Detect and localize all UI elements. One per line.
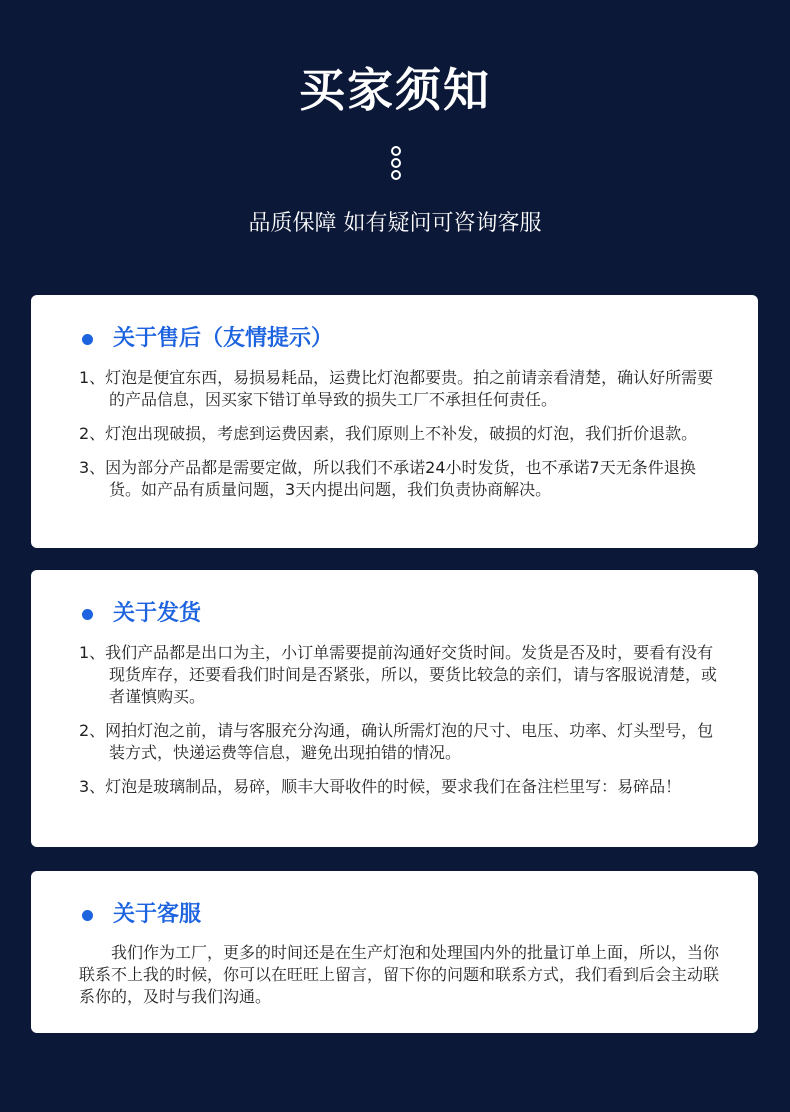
list-item: 1、灯泡是便宜东西，易损易耗品，运费比灯泡都要贵。拍之前请亲看清楚，确认好所需要的产品信息，因买家下错订单导致的损失工厂不承担任何责任。 bbox=[79, 368, 714, 409]
shipping-card bbox=[31, 570, 758, 847]
more-dots-icon bbox=[389, 146, 401, 182]
service-paragraph: 我们作为工厂，更多的时间还是在生产灯泡和处理国内外的批量订单上面，所以，当你联系不上我的时候，你可以在旺旺上留言，留下你的问题和联系方式，我们看到后会主动联系你的，及时与我们沟通。 bbox=[79, 943, 720, 1006]
page-title: 买家须知 bbox=[299, 63, 491, 117]
card-header bbox=[79, 321, 333, 357]
list-item: 1、我们产品都是出口为主，小订单需要提前沟通好交货时间。发货是否及时，要看有没有现货库存，还要看我们时间是否紧张，所以，要货比较急的亲们，请与客服说清楚，或者谨慎购买。 bbox=[79, 643, 718, 706]
after-sales-card bbox=[31, 295, 758, 548]
list-item: 3、灯泡是玻璃制品，易碎，顺丰大哥收件的时候，要求我们在备注栏里写：易碎品！ bbox=[79, 777, 682, 796]
card-title: 关于客服 bbox=[113, 902, 202, 927]
bullet-icon bbox=[82, 910, 93, 921]
list-item: 2、灯泡出现破损，考虑到运费因素，我们原则上不补发，破损的灯泡，我们折价退款。 bbox=[79, 424, 698, 443]
customer-service-card bbox=[31, 871, 758, 1033]
notice-list bbox=[79, 642, 719, 810]
card-header bbox=[79, 596, 201, 632]
card-header bbox=[79, 897, 201, 933]
list-item: 3、因为部分产品都是需要定做，所以我们不承诺24小时发货，也不承诺7天无条件退换货。如产品有质量问题，3天内提出问题，我们负责协商解决。 bbox=[79, 458, 696, 499]
card-title: 关于售后（友情提示） bbox=[113, 326, 334, 351]
bullet-icon bbox=[82, 334, 93, 345]
page-subtitle: 品质保障 如有疑问可咨询客服 bbox=[248, 211, 542, 236]
list-item: 2、网拍灯泡之前，请与客服充分沟通，确认所需灯泡的尺寸、电压、功率、灯头型号，包装方式，快递运费等信息，避免出现拍错的情况。 bbox=[79, 721, 714, 762]
notice-list bbox=[79, 367, 719, 513]
bullet-icon bbox=[82, 609, 93, 620]
card-title: 关于发货 bbox=[113, 601, 202, 626]
